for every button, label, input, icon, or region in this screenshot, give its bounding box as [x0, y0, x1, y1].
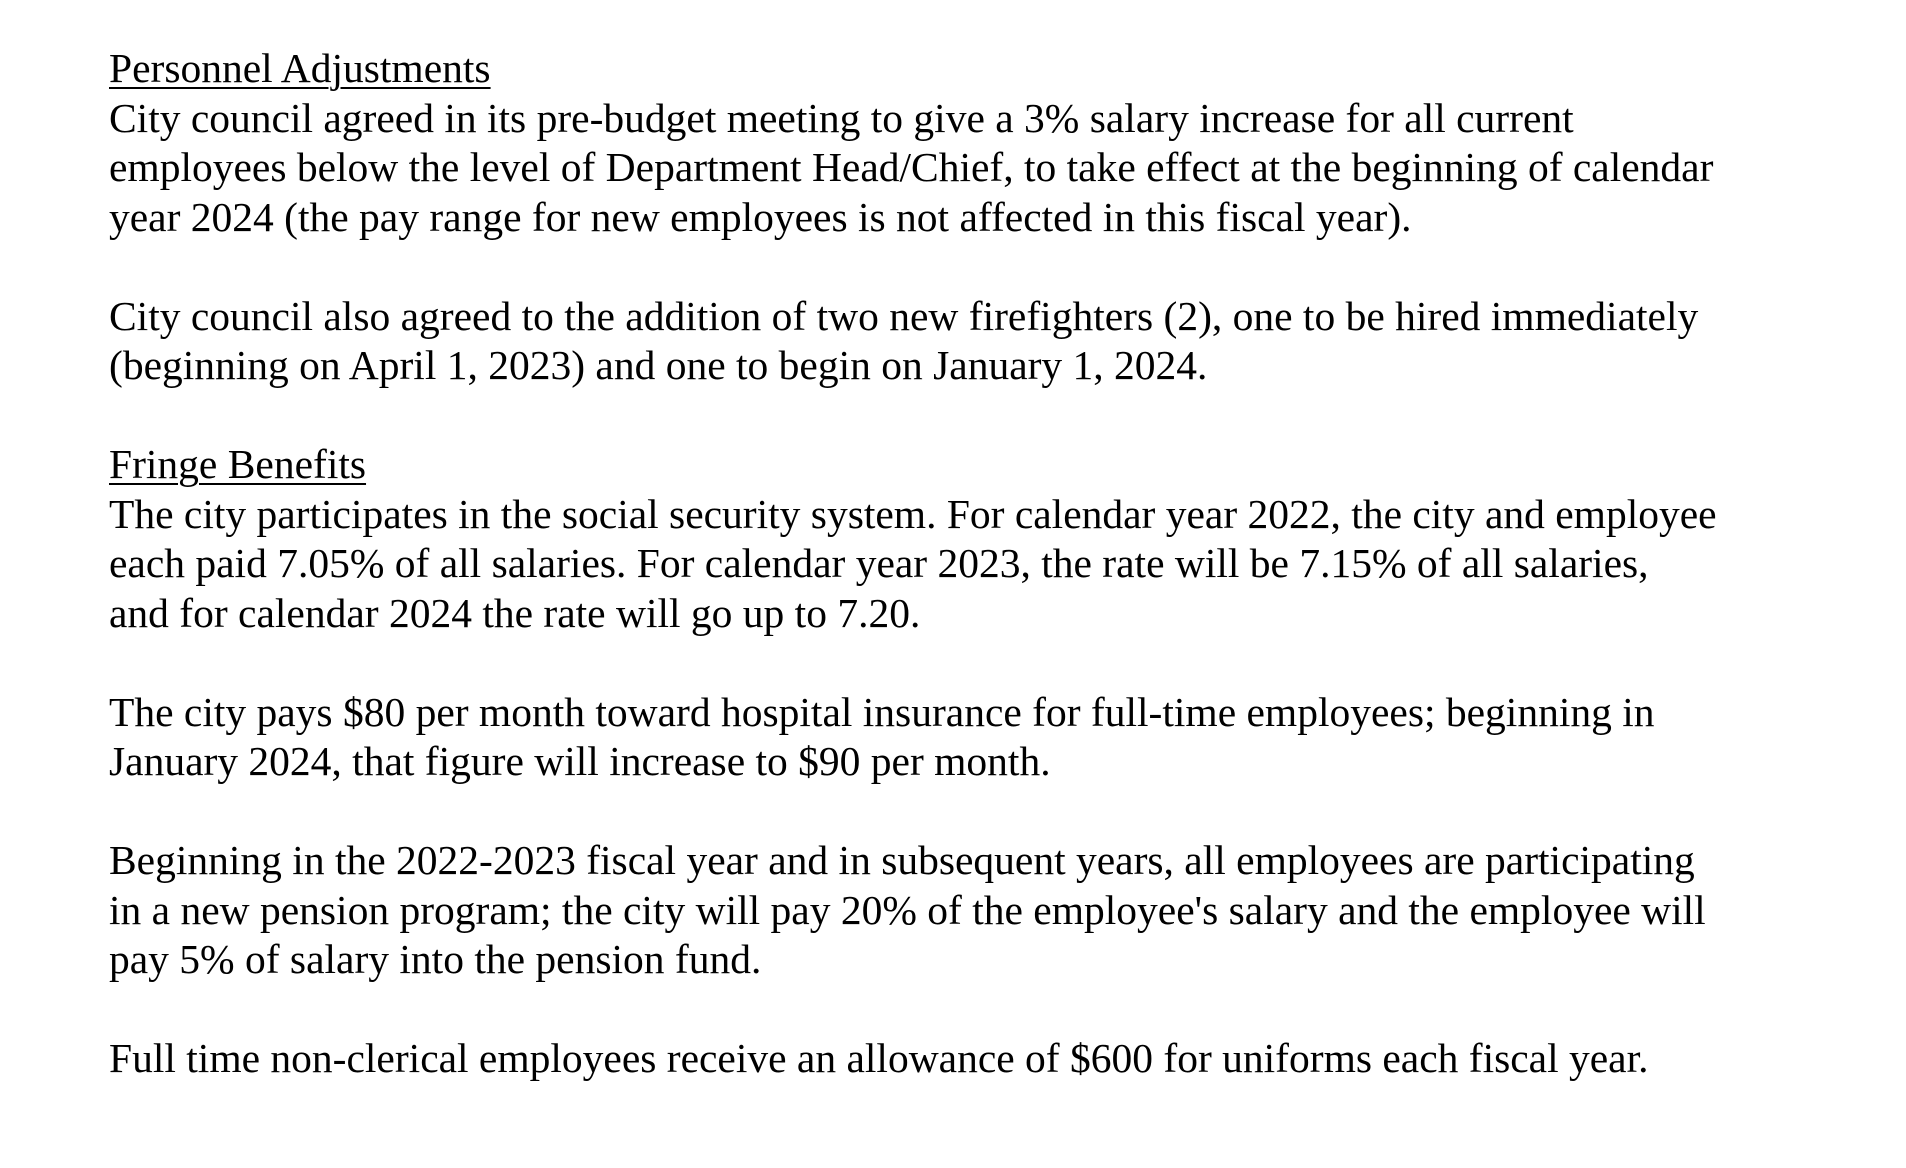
paragraph-salary-increase — [109, 94, 1869, 243]
paragraph-spacer — [109, 242, 1869, 292]
paragraph-spacer — [109, 391, 1869, 441]
text-line: The city participates in the social security system. For calendar year 2022, the city and employee — [109, 490, 1717, 537]
paragraph-spacer — [109, 985, 1869, 1035]
document-page — [109, 44, 1869, 1084]
text-line: year 2024 (the pay range for new employees is not affected in this fiscal year). — [109, 193, 1412, 240]
paragraph-spacer — [109, 638, 1869, 688]
text-line: City council agreed in its pre-budget meeting to give a 3% salary increase for all current — [109, 94, 1574, 141]
paragraph-firefighters — [109, 292, 1869, 391]
paragraph-spacer — [109, 787, 1869, 837]
paragraph-social-security — [109, 490, 1869, 639]
text-line: The city pays $80 per month toward hospital insurance for full-time employees; beginning in — [109, 688, 1655, 735]
paragraph-uniform-allowance — [109, 1034, 1869, 1084]
text-line: each paid 7.05% of all salaries. For calendar year 2023, the rate will be 7.15% of all salaries, — [109, 540, 1649, 586]
section-heading: Personnel Adjustments — [109, 45, 491, 91]
paragraph-hospital-insurance — [109, 688, 1869, 787]
text-line: pay 5% of salary into the pension fund. — [109, 936, 762, 982]
text-line: Beginning in the 2022-2023 fiscal year and in subsequent years, all employees are participating — [109, 837, 1695, 883]
section-personnel-adjustments — [109, 44, 1869, 391]
text-line: January 2024, that figure will increase to $90 per month. — [109, 738, 1051, 784]
text-line: City council also agreed to the addition of two new firefighters (2), one to be hired immediately — [109, 292, 1699, 339]
section-fringe-benefits — [109, 440, 1869, 1084]
text-line: employees below the level of Department Head/Chief, to take effect at the beginning of calendar — [109, 144, 1714, 190]
text-line: in a new pension program; the city will pay 20% of the employee's salary and the employee will — [109, 886, 1706, 933]
text-line: and for calendar 2024 the rate will go up to 7.20. — [109, 589, 921, 636]
paragraph-pension — [109, 836, 1869, 985]
section-heading: Fringe Benefits — [109, 441, 367, 487]
text-line: Full time non-clerical employees receive an allowance of $600 for uniforms each fiscal year. — [109, 1035, 1649, 1081]
text-line: (beginning on April 1, 2023) and one to begin on January 1, 2024. — [109, 342, 1208, 388]
